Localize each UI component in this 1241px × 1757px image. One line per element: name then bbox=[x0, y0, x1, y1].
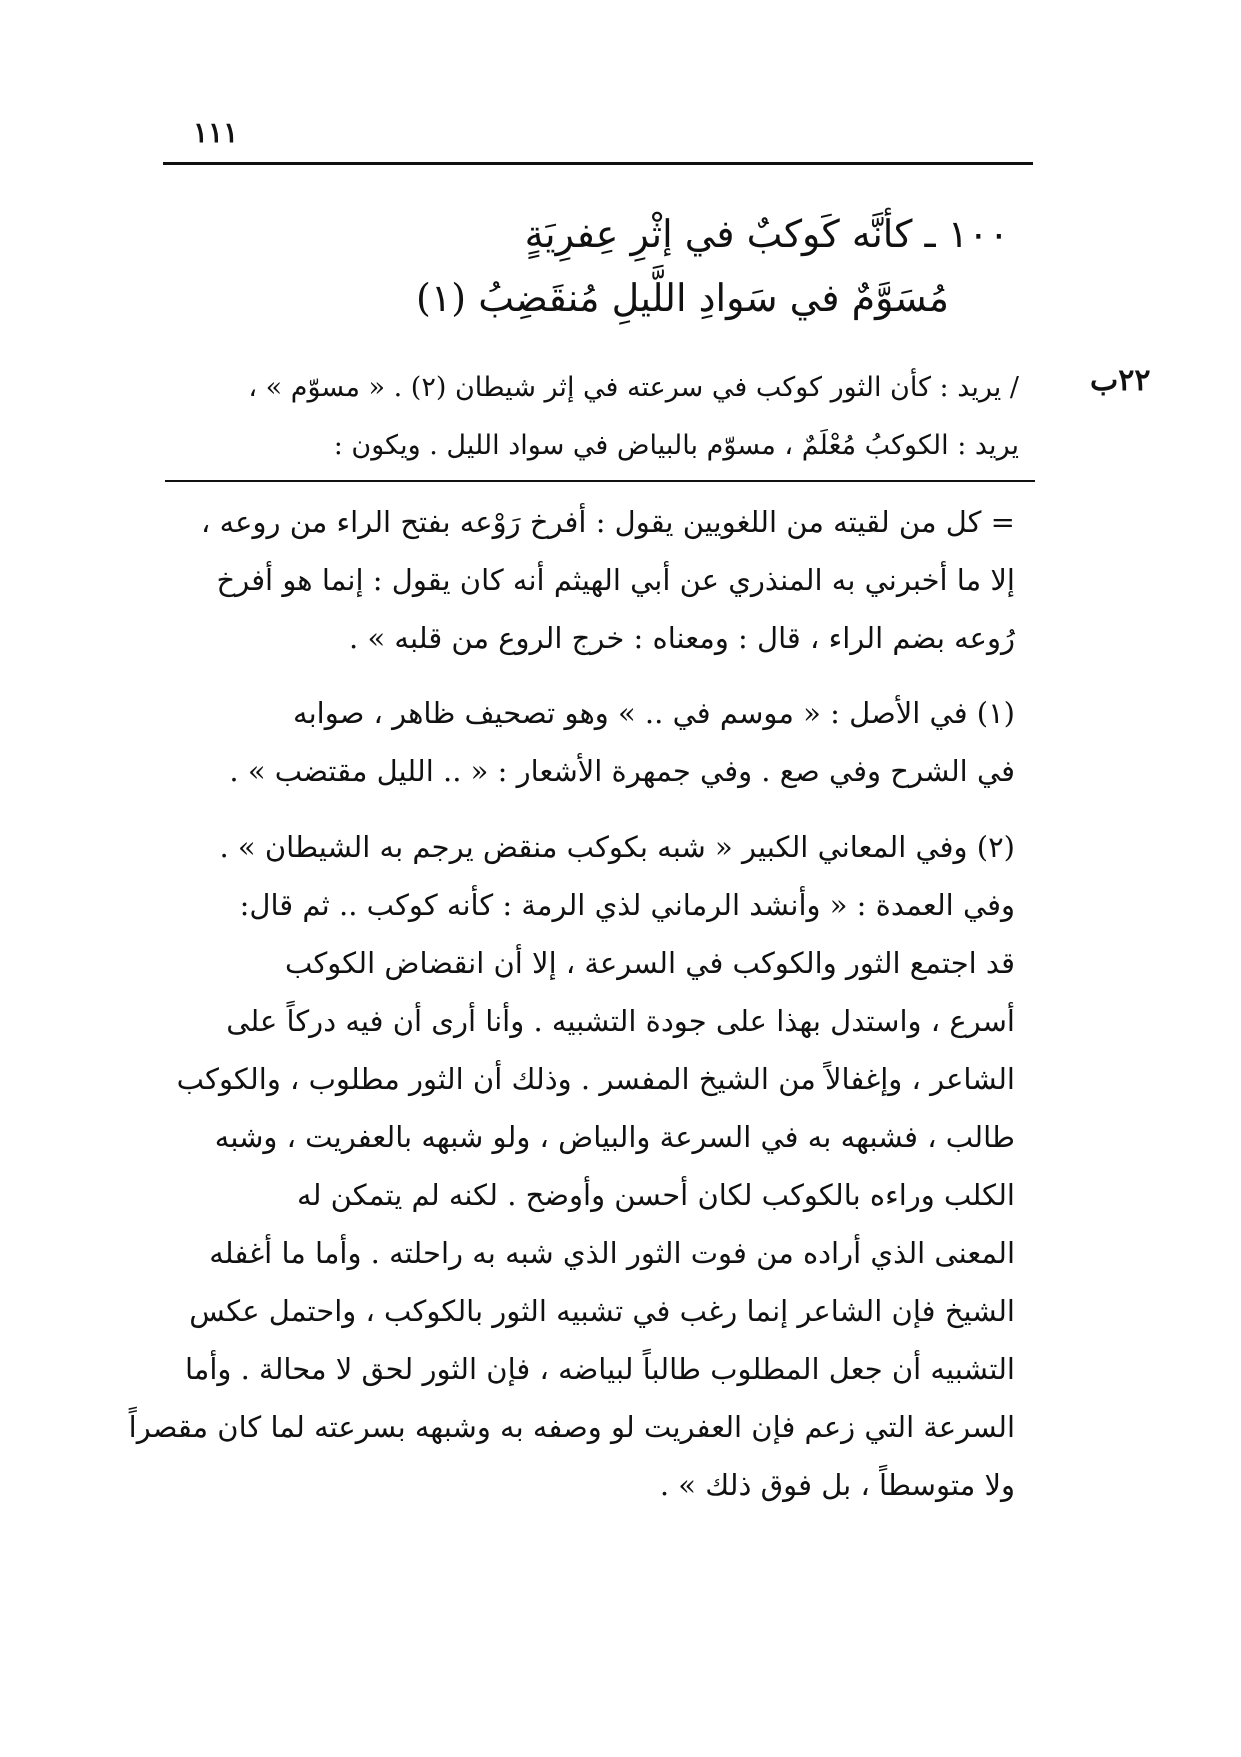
footnote-line: الشيخ فإن الشاعر إنما رغب في تشبيه الثور بالكوكب ، واحتمل عكس bbox=[189, 1294, 1015, 1328]
footnote-line: رُوعه بضم الراء ، قال : ومعناه : خرج الروع من قلبه » . bbox=[349, 621, 1015, 655]
footnote-line: السرعة التي زعم فإن العفريت لو وصفه به وشبهه بسرعته لما كان مقصراً bbox=[128, 1410, 1015, 1444]
footnote-line: ولا متوسطاً ، بل فوق ذلك » . bbox=[659, 1468, 1015, 1502]
verse-line-2: مُسَوَّمٌ في سَوادِ اللَّيلِ مُنقَضِبُ (١) bbox=[416, 276, 949, 320]
margin-folio-note: ٢٢ب bbox=[1090, 363, 1151, 398]
footnote-line: التشبيه أن جعل المطلوب طالباً لبياضه ، فإن الثور لحق لا محالة . وأما bbox=[184, 1352, 1015, 1386]
footnote-line: وفي العمدة : « وأنشد الرماني لذي الرمة : كأنه كوكب .. ثم قال: bbox=[239, 888, 1015, 922]
commentary-line-2: يريد : الكوكبُ مُعْلَمٌ ، مسوّم بالبياض في سواد الليل . ويكون : bbox=[333, 430, 1019, 461]
footnote-line: قد اجتمع الثور والكوكب في السرعة ، إلا أن انقضاض الكوكب bbox=[285, 946, 1015, 980]
footnote-line: المعنى الذي أراده من فوت الثور الذي شبه به راحلته . وأما ما أغفله bbox=[209, 1236, 1015, 1270]
page-number: ١١١ bbox=[193, 116, 239, 149]
header-rule bbox=[163, 162, 1033, 165]
footnote-line: طالب ، فشبهه به في السرعة والبياض ، ولو شبهه بالعفريت ، وشبه bbox=[214, 1120, 1015, 1154]
footnote-line: (٢) وفي المعاني الكبير « شبه بكوكب منقض يرجم به الشيطان » . bbox=[219, 830, 1015, 864]
footnote-line: الكلب وراءه بالكوكب لكان أحسن وأوضح . لكنه لم يتمكن له bbox=[297, 1178, 1015, 1212]
verse-line-1: ١٠٠ ـ كأنَّه كَوكبٌ في إثْرِ عِفرِيَةٍ bbox=[524, 212, 1009, 256]
footnote-line: = كل من لقيته من اللغويين يقول : أفرخ رَوْعه بفتح الراء من روعه ، bbox=[201, 505, 1015, 539]
footnote-line: أسرع ، واستدل بهذا على جودة التشبيه . وأنا أرى أن فيه دركاً على bbox=[226, 1004, 1015, 1038]
footnote-line: في الشرح وفي صع . وفي جمهرة الأشعار : « .. الليل مقتضب » . bbox=[229, 754, 1015, 788]
commentary-line-1: / يريد : كأن الثور كوكب في سرعته في إثر شيطان (٢) . « مسوّم » ، bbox=[248, 372, 1019, 403]
footnote-line: (١) في الأصل : « موسم في .. » وهو تصحيف ظاهر ، صوابه bbox=[293, 696, 1015, 730]
footnote-separator bbox=[165, 480, 1035, 482]
footnote-line: الشاعر ، وإغفالاً من الشيخ المفسر . وذلك أن الثور مطلوب ، والكوكب bbox=[176, 1062, 1015, 1096]
footnote-line: إلا ما أخبرني به المنذري عن أبي الهيثم أنه كان يقول : إنما هو أفرخ bbox=[216, 563, 1015, 597]
